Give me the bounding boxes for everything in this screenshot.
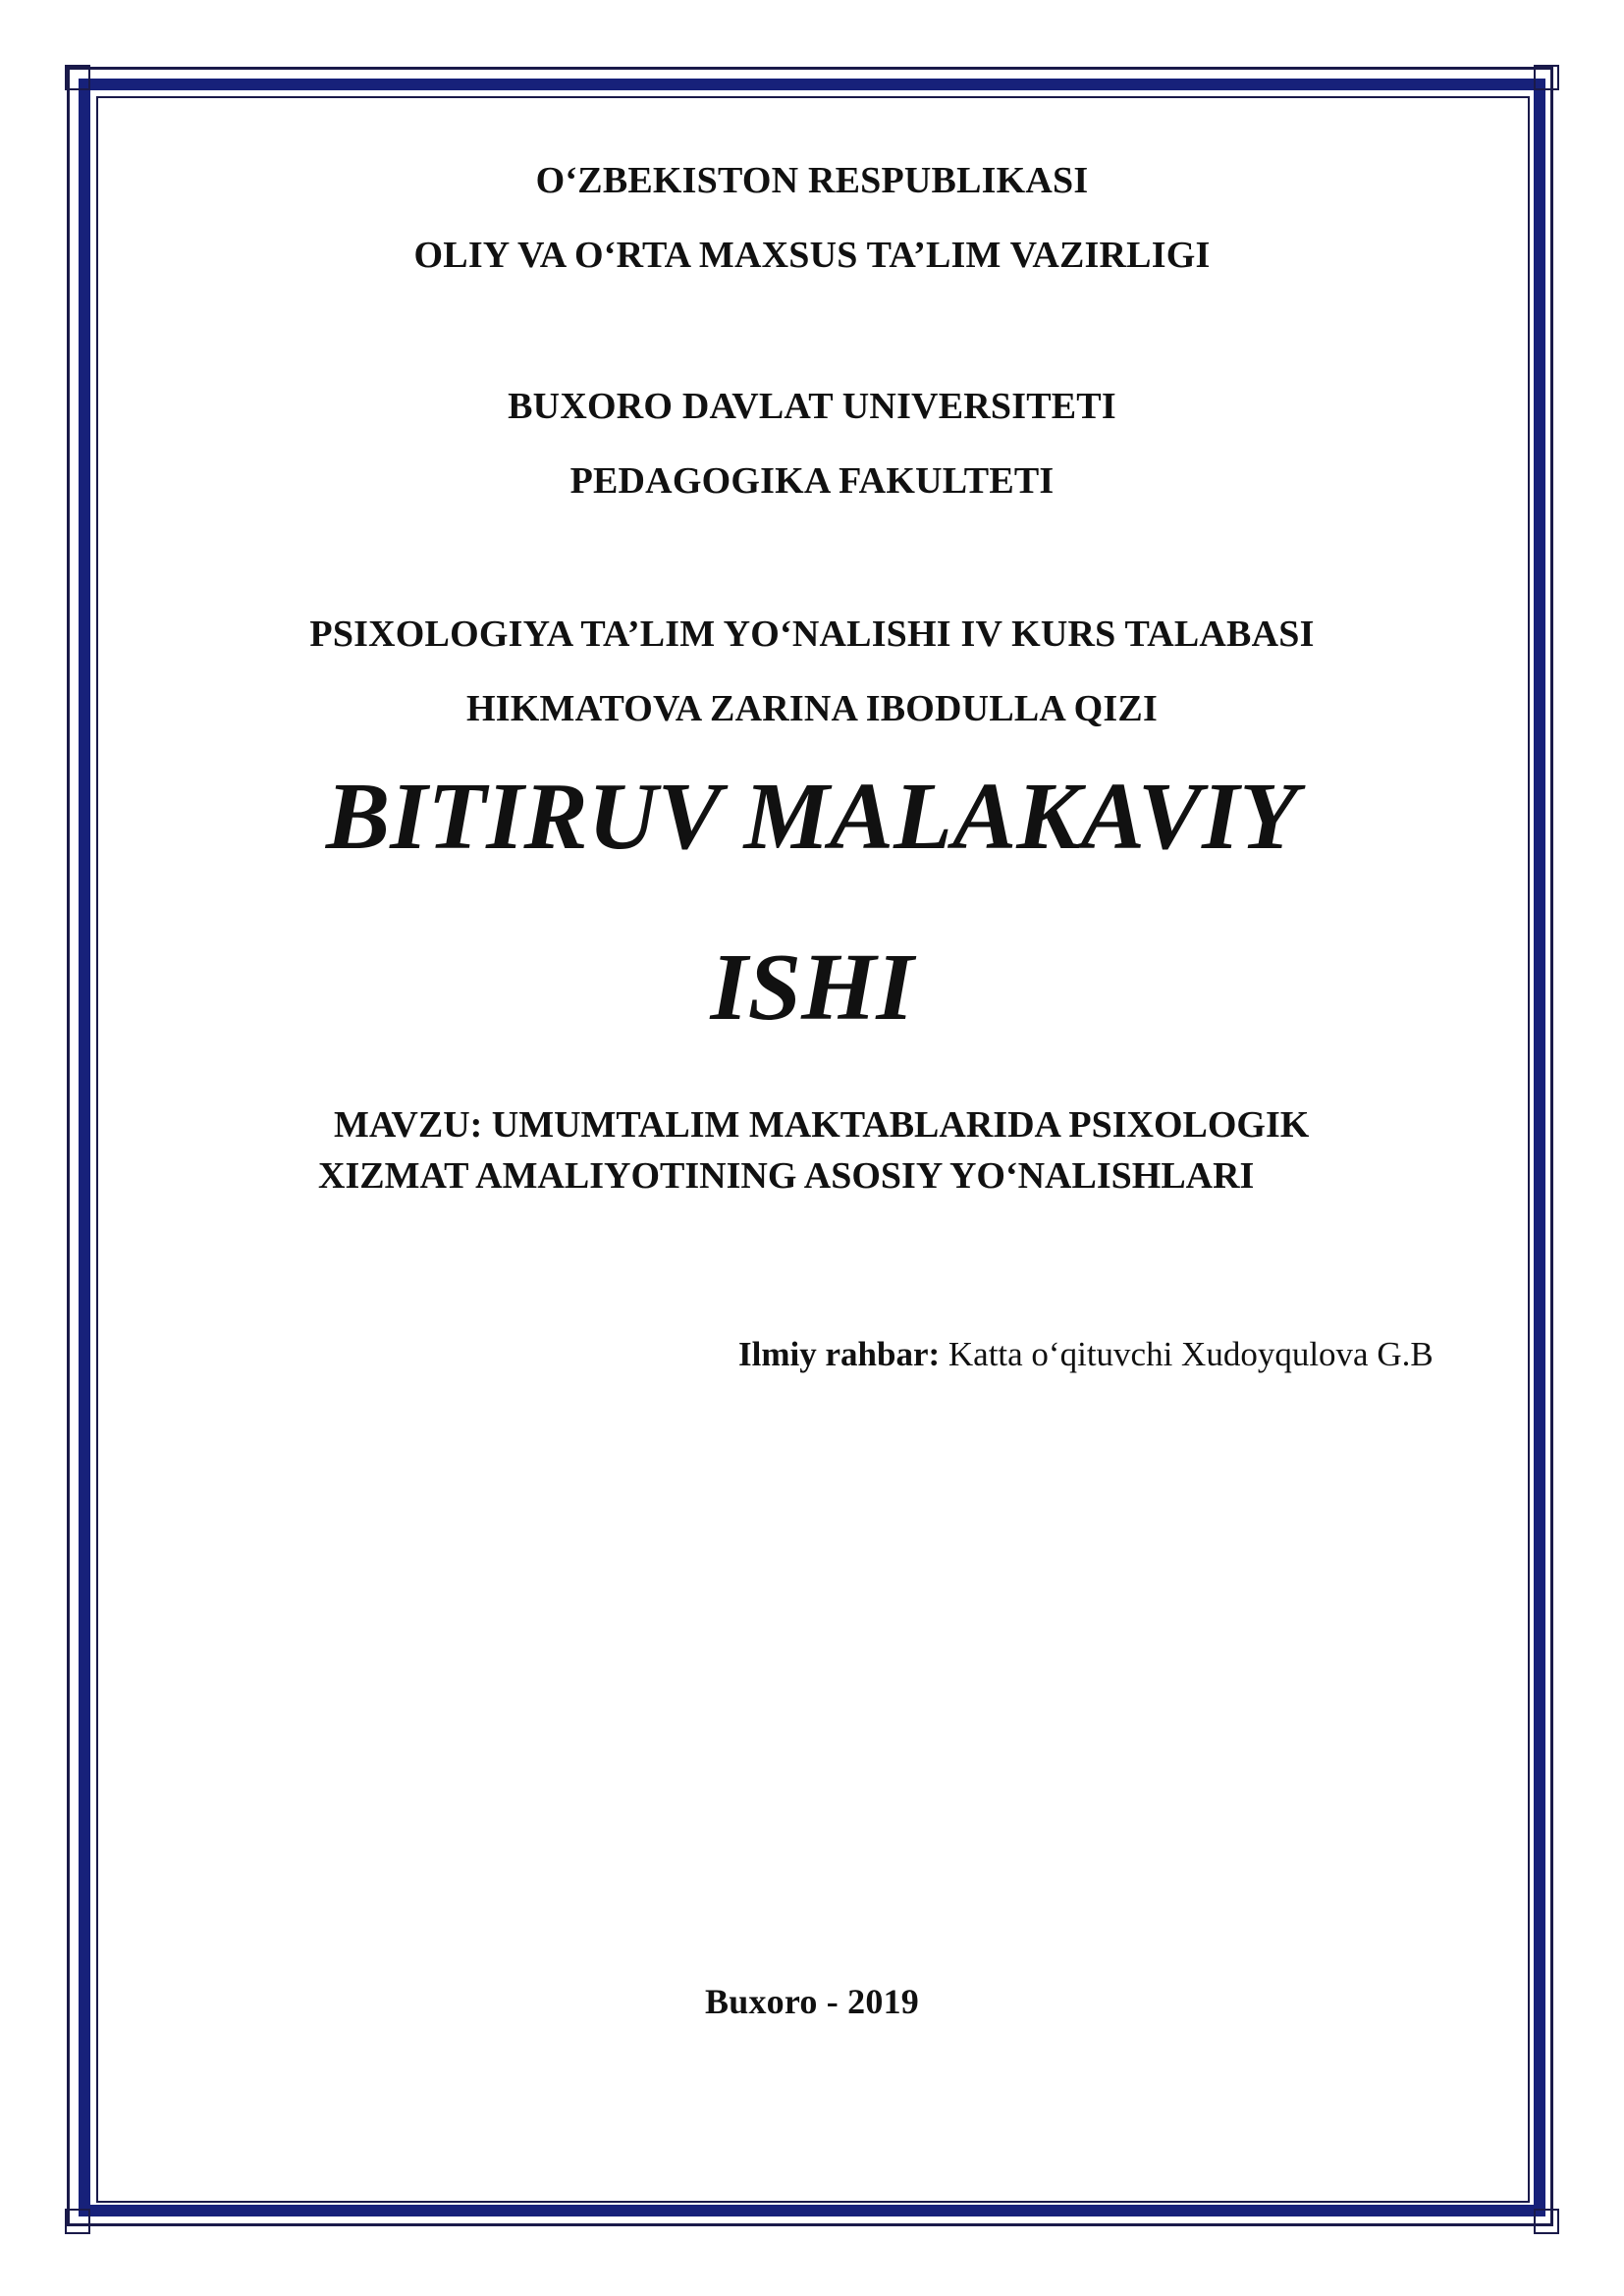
country-heading: O‘ZBEKISTON RESPUBLIKASI [535, 160, 1089, 201]
document-title-line2: ISHI [710, 934, 914, 1041]
university-heading: BUXORO DAVLAT UNIVERSITETI [508, 386, 1116, 427]
document-title-line1: BITIRUV MALAKAVIY [325, 764, 1299, 870]
topic-line1: MAVZU: UMUMTALIM MAKTABLARIDA PSIXOLOGIK [334, 1104, 1310, 1146]
student-name: HIKMATOVA ZARINA IBODULLA QIZI [466, 688, 1158, 729]
faculty-heading: PEDAGOGIKA FAKULTETI [569, 460, 1055, 502]
ministry-heading: OLIY VA O‘RTA MAXSUS TA’LIM VAZIRLIGI [413, 235, 1211, 276]
border-corner-ornament [1534, 2209, 1559, 2234]
topic-line2: XIZMAT AMALIYOTINING ASOSIY YO‘NALISHLARI [318, 1155, 1255, 1197]
city-year: Buxoro - 2019 [705, 1982, 919, 2021]
border-corner-ornament [65, 2209, 90, 2234]
supervisor-label: Ilmiy rahbar: [738, 1335, 941, 1373]
border-corner-ornament [65, 65, 90, 90]
border-corner-ornament [1534, 65, 1559, 90]
student-program-line: PSIXOLOGIYA TA’LIM YO‘NALISHI IV KURS TALABASI [309, 614, 1315, 655]
supervisor-value: Katta o‘qituvchi Xudoyqulova G.B [940, 1335, 1434, 1373]
supervisor [738, 1335, 1434, 1374]
